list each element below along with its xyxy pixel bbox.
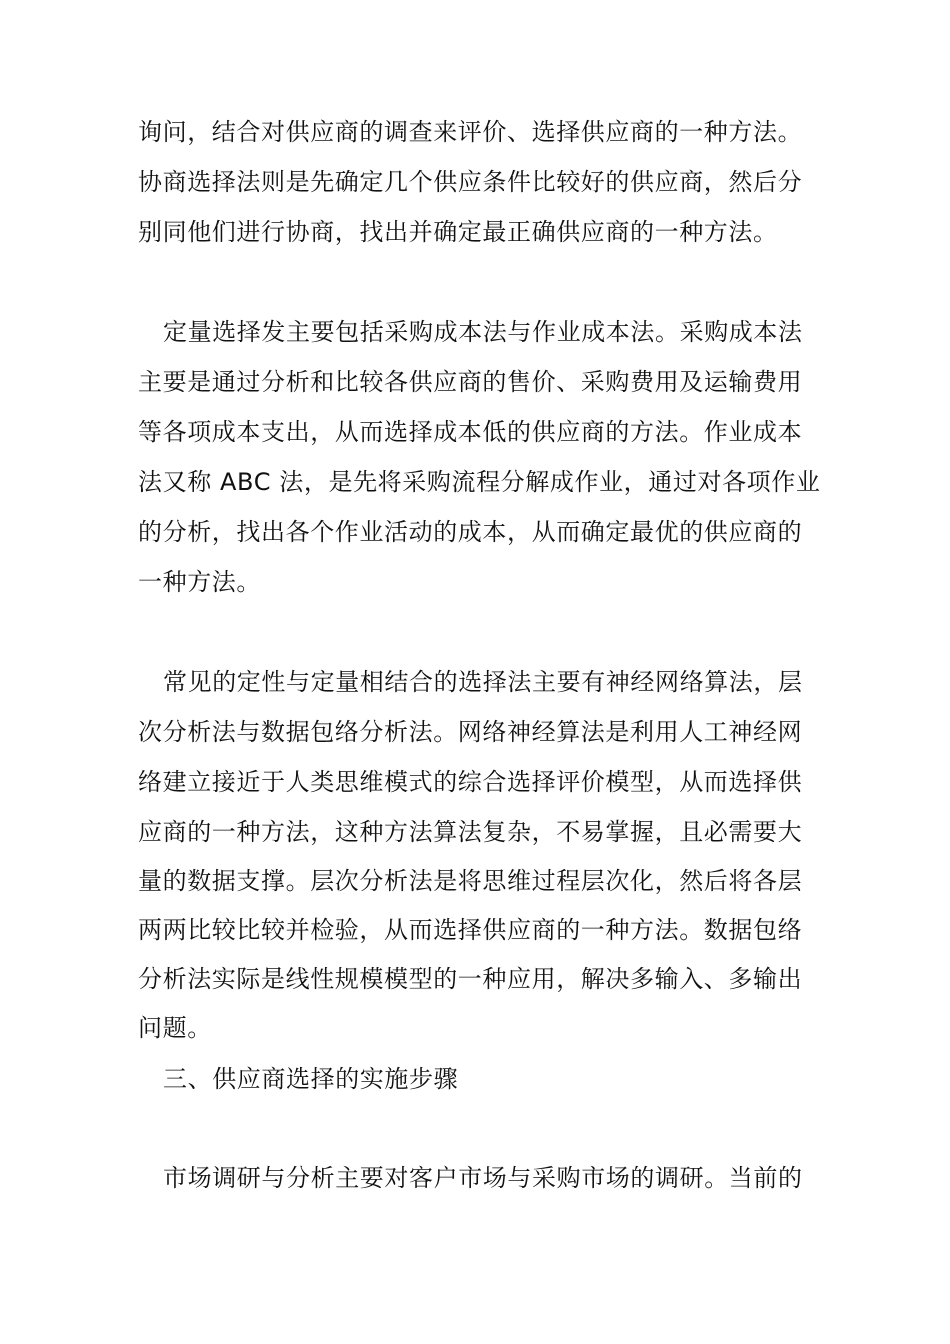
paragraph-2-line-3: 等各项成本支出，从而选择成本低的供应商的方法。作业成本 — [138, 418, 803, 446]
paragraph-1-line-3: 别同他们进行协商，找出并确定最正确供应商的一种方法。 — [138, 218, 778, 246]
section-heading: 三、供应商选择的实施步骤 — [163, 1065, 459, 1093]
paragraph-3-line-5: 量的数据支撑。层次分析法是将思维过程层次化，然后将各层 — [138, 867, 803, 895]
paragraph-3-line-1: 常见的定性与定量相结合的选择法主要有神经网络算法，层 — [163, 668, 803, 696]
paragraph-1-line-1: 询问，结合对供应商的调查来评价、选择供应商的一种方法。 — [138, 118, 803, 146]
paragraph-2-line-2: 主要是通过分析和比较各供应商的售价、采购费用及运输费用 — [138, 368, 803, 396]
paragraph-3-line-6: 两两比较比较并检验，从而选择供应商的一种方法。数据包络 — [138, 916, 803, 944]
paragraph-3-line-8: 问题。 — [138, 1014, 212, 1042]
paragraph-2-line-5: 的分析，找出各个作业活动的成本，从而确定最优的供应商的 — [138, 518, 803, 546]
paragraph-2-line-4: 法又称 ABC 法，是先将采购流程分解成作业，通过对各项作业 — [138, 468, 821, 496]
paragraph-2-line-1: 定量选择发主要包括采购成本法与作业成本法。采购成本法 — [163, 318, 803, 346]
paragraph-3-line-4: 应商的一种方法，这种方法算法复杂，不易掌握，且必需要大 — [138, 818, 803, 846]
paragraph-4-line-1: 市场调研与分析主要对客户市场与采购市场的调研。当前的 — [163, 1164, 803, 1192]
paragraph-1-line-2: 协商选择法则是先确定几个供应条件比较好的供应商，然后分 — [138, 168, 803, 196]
paragraph-3-line-2: 次分析法与数据包络分析法。网络神经算法是利用人工神经网 — [138, 718, 803, 746]
paragraph-3-line-3: 络建立接近于人类思维模式的综合选择评价模型，从而选择供 — [138, 768, 803, 796]
paragraph-2-line-6: 一种方法。 — [138, 568, 261, 596]
paragraph-3-line-7: 分析法实际是线性规模模型的一种应用，解决多输入、多输出 — [138, 965, 803, 993]
